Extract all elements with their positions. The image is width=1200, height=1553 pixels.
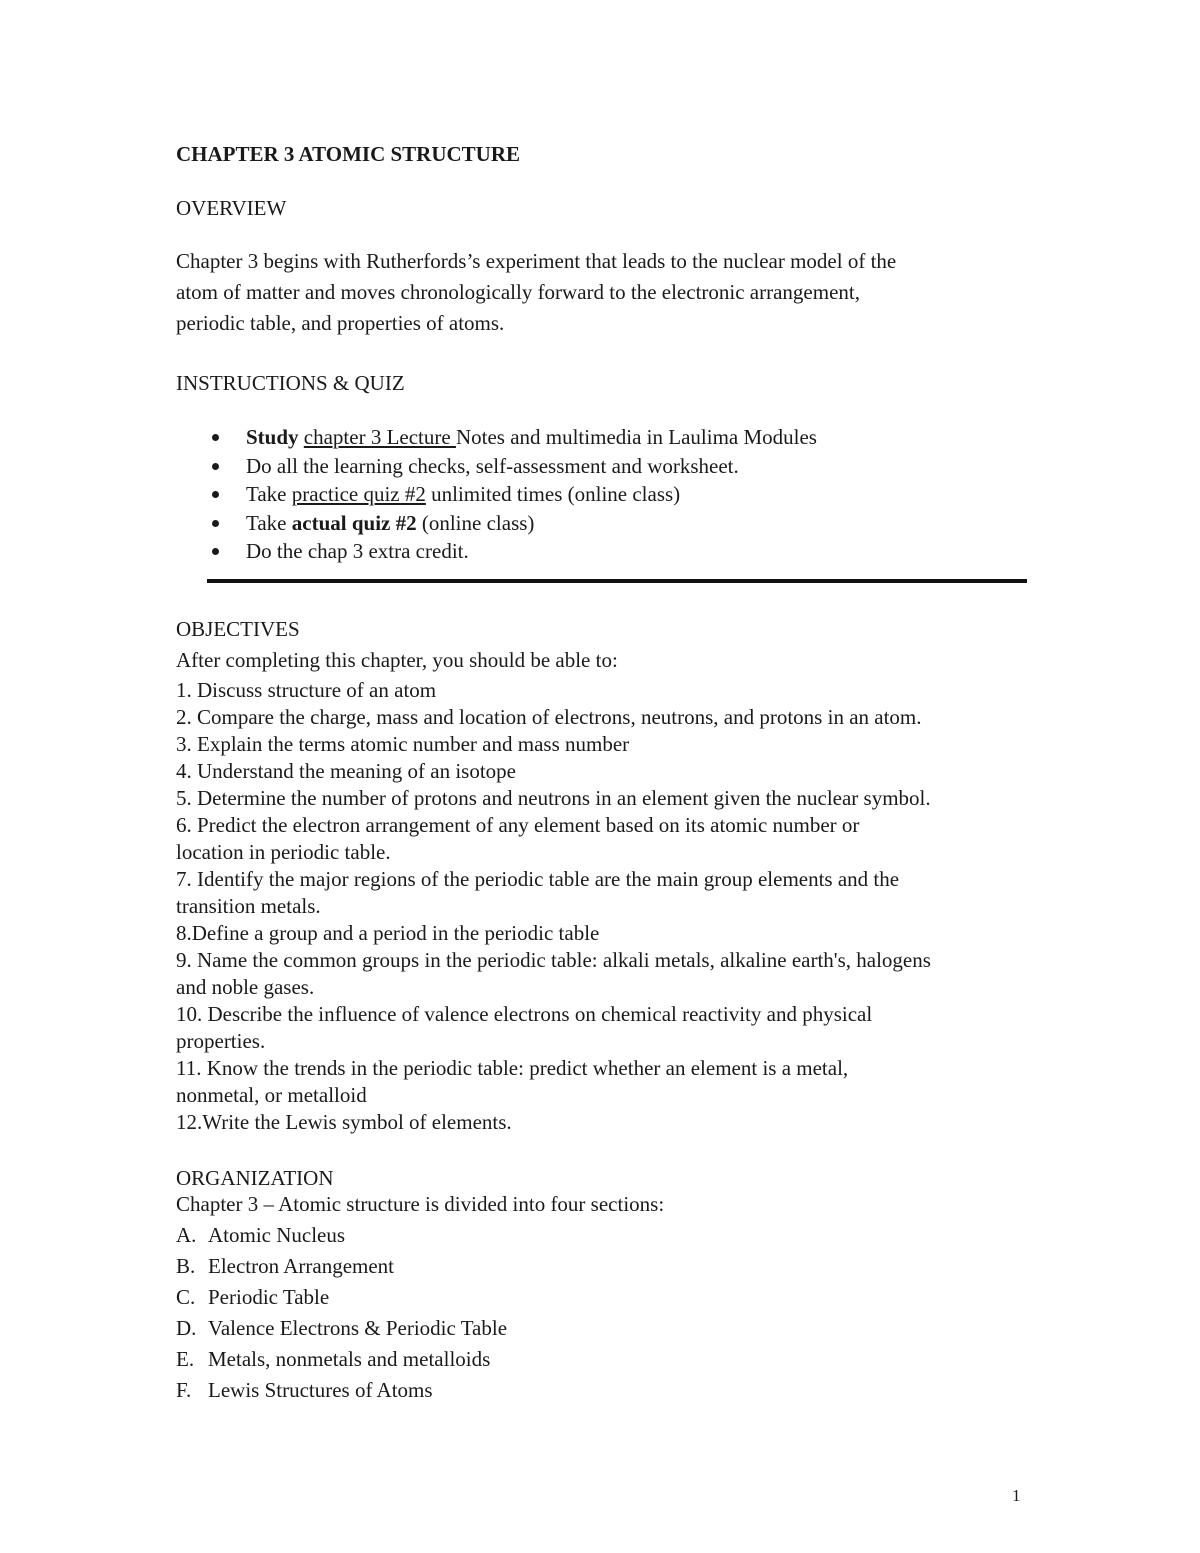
overview-paragraph [176, 246, 1006, 339]
bullet-text: Do all the learning checks, self-assessment and worksheet. [246, 453, 739, 478]
section-divider [207, 579, 1027, 583]
bullet-icon [212, 463, 219, 470]
list-item [212, 452, 817, 481]
bullet-icon [212, 491, 219, 498]
objective-item: 1. Discuss structure of an atom [176, 678, 437, 702]
page-number: 1 [1012, 1486, 1021, 1505]
overview-line: Chapter 3 begins with Rutherfords’s experiment that leads to the nuclear model of the [176, 249, 897, 273]
bullet-icon [212, 548, 219, 555]
section-item: E. Metals, nonmetals and metalloids [176, 1347, 491, 1371]
chapter-title: CHAPTER 3 ATOMIC STRUCTURE [176, 142, 521, 166]
bullet-text: Do the chap 3 extra credit. [246, 539, 469, 563]
organization-heading: ORGANIZATION [176, 1166, 334, 1190]
bullet-text: (online class) [416, 510, 535, 535]
objective-item: 11. Know the trends in the periodic table: predict whether an element is a metal, nonmetal, or metalloid [176, 1056, 849, 1107]
sections-list [176, 1220, 507, 1406]
overview-line: atom of matter and moves chronologically forward to the electronic arrangement, [176, 280, 860, 304]
bullet-icon [212, 434, 219, 441]
list-item [212, 480, 817, 509]
objectives-list [176, 677, 931, 1136]
overview-line: periodic table, and properties of atoms. [176, 311, 505, 335]
objective-item: 12.Write the Lewis symbol of elements. [176, 1110, 512, 1134]
instructions-heading: INSTRUCTIONS & QUIZ [176, 371, 405, 395]
objective-item: 8.Define a group and a period in the periodic table [176, 921, 600, 945]
practice-quiz-link[interactable]: practice quiz #2 [291, 482, 426, 506]
instructions-list [212, 423, 817, 566]
bullet-text: Notes and multimedia in Laulima Modules [455, 425, 817, 449]
bullet-icon [212, 520, 219, 527]
objective-item: 4. Understand the meaning of an isotope [176, 759, 516, 783]
list-item [212, 423, 817, 452]
objective-item: 9. Name the common groups in the periodic table: alkali metals, alkaline earth's, halogens and noble gases. [176, 948, 931, 999]
section-item: A. Atomic Nucleus [176, 1223, 346, 1247]
objectives-heading: OBJECTIVES [176, 617, 300, 641]
overview-heading: OVERVIEW [176, 196, 287, 220]
objectives-intro: After completing this chapter, you should be able to: [176, 648, 618, 672]
organization-intro: Chapter 3 – Atomic structure is divided into four sections: [176, 1192, 665, 1216]
objective-item: 5. Determine the number of protons and neutrons in an element given the nuclear symbol. [176, 786, 931, 810]
objective-item: 6. Predict the electron arrangement of any element based on its atomic number or location in periodic table. [176, 813, 860, 864]
lecture-notes-link[interactable]: chapter 3 Lecture [303, 425, 456, 449]
section-item: B. Electron Arrangement [176, 1254, 395, 1278]
bullet-text: Take [246, 482, 292, 506]
section-item: C. Periodic Table [176, 1285, 330, 1309]
bullet-text: unlimited times (online class) [425, 482, 681, 506]
objective-item: 3. Explain the terms atomic number and mass number [176, 732, 630, 756]
objective-item: 10. Describe the influence of valence electrons on chemical reactivity and physical properties. [176, 1002, 873, 1053]
section-item: F. Lewis Structures of Atoms [176, 1378, 433, 1402]
objective-item: 2. Compare the charge, mass and location of electrons, neutrons, and protons in an atom. [176, 705, 922, 729]
bullet-text: Take [246, 510, 292, 535]
list-item [212, 537, 817, 566]
section-item: D. Valence Electrons & Periodic Table [176, 1316, 508, 1340]
list-item [212, 509, 817, 538]
study-label: Study [246, 425, 299, 449]
actual-quiz-label: actual quiz #2 [291, 510, 417, 535]
objective-item: 7. Identify the major regions of the periodic table are the main group elements and the transition metals. [176, 867, 900, 918]
